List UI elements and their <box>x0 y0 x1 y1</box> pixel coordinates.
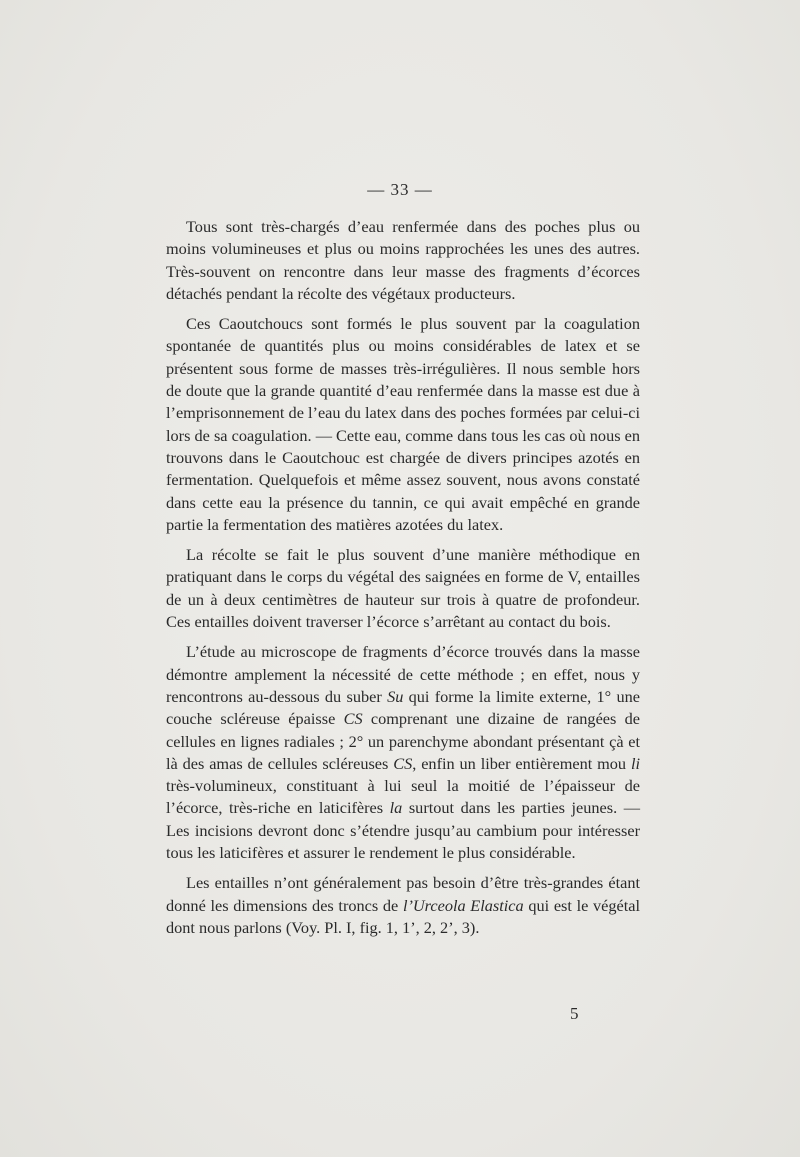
paragraph-4-text: surtout dans les parties jeunes. — Les incisions devront donc s’étendre jusqu’au cambium pour intéresser tous les laticifères et assurer le rendement le plus considérable. <box>166 798 641 863</box>
label-li: li <box>630 753 640 773</box>
paragraph-2: Ces Caoutchoucs sont formés le plus souvent par la coagulation spontanée de quantités plus ou moins considérables de latex et se présentent sous forme de masses très-irrégulières. Il nous semble hors de doute que la grande quantité d’eau renfermée dans la masse est due à l’emprisonnement de l’eau du latex dans des poches formées par celui-ci lors de sa coagulation. — Cette eau, comme dans tous les cas où nous en trouvons dans le Caoutchouc est chargée de divers principes azotés en fermentation. Quelquefois et même assez souvent, nous avons constaté dans cette eau la présence du tannin, ce qui avait empêché en grande partie la fermentation des matières azotées du latex. <box>166 314 640 534</box>
signature-mark: 5 <box>570 1004 579 1023</box>
paragraph-4-text: comprenant une dizaine de rangées de cellules en lignes radiales ; 2° un parenchyme abondant présentant çà et là des amas de cellules scléreuses <box>166 709 640 773</box>
page-number: — 33 — <box>367 180 433 199</box>
paragraph-3: La récolte se fait le plus souvent d’une manière méthodique en pratiquant dans le corps du végétal des saignées en forme de V, entailles de un à deux centimètres de hauteur sur trois à quatre de profondeur. Ces entailles doivent traverser l’écorce s’arrêtant au contact du bois. <box>166 545 640 632</box>
label-la: la <box>389 798 403 818</box>
paragraph-5 <box>166 872 640 939</box>
label-cs: CS <box>393 753 413 773</box>
paragraph-4 <box>166 641 640 864</box>
body-text <box>166 216 640 947</box>
paragraph-1: Tous sont très-chargés d’eau renfermée dans des poches plus ou moins volumineuses et plus ou moins rapprochées les unes des autres. Très-souvent on rencontre dans leur masse des fragments d’écorces détachés pendant la récolte des végétaux producteurs. <box>166 217 640 303</box>
paragraph-5-text: Les entailles n’ont généralement pas besoin d’être très-grandes étant donné les dimensions des troncs de <box>166 873 640 915</box>
label-su: Su <box>387 686 404 706</box>
paragraph-4-text: L’étude au microscope de fragments d’écorce trouvés dans la masse démontre amplement la nécessité de cette méthode ; en effet, nous y rencontrons au-dessous du suber <box>166 642 640 706</box>
species-name: l’Urceola Elastica <box>402 895 524 915</box>
paragraph-4-text: qui forme la limite externe, 1° une couche scléreuse épaisse <box>166 686 640 729</box>
paragraph-5-text: qui est le végétal dont nous parlons (Voy. Pl. I, fig. 1, 1’, 2, 2’, 3). <box>166 895 641 937</box>
paragraph-4-text: très-volumineux, constituant à lui seul la moitié de l’épaisseur de l’écorce, très-riche en laticifères <box>166 776 640 818</box>
paragraph-4-text: , enfin un liber entièrement mou <box>412 753 631 773</box>
label-cs: CS <box>343 709 363 729</box>
